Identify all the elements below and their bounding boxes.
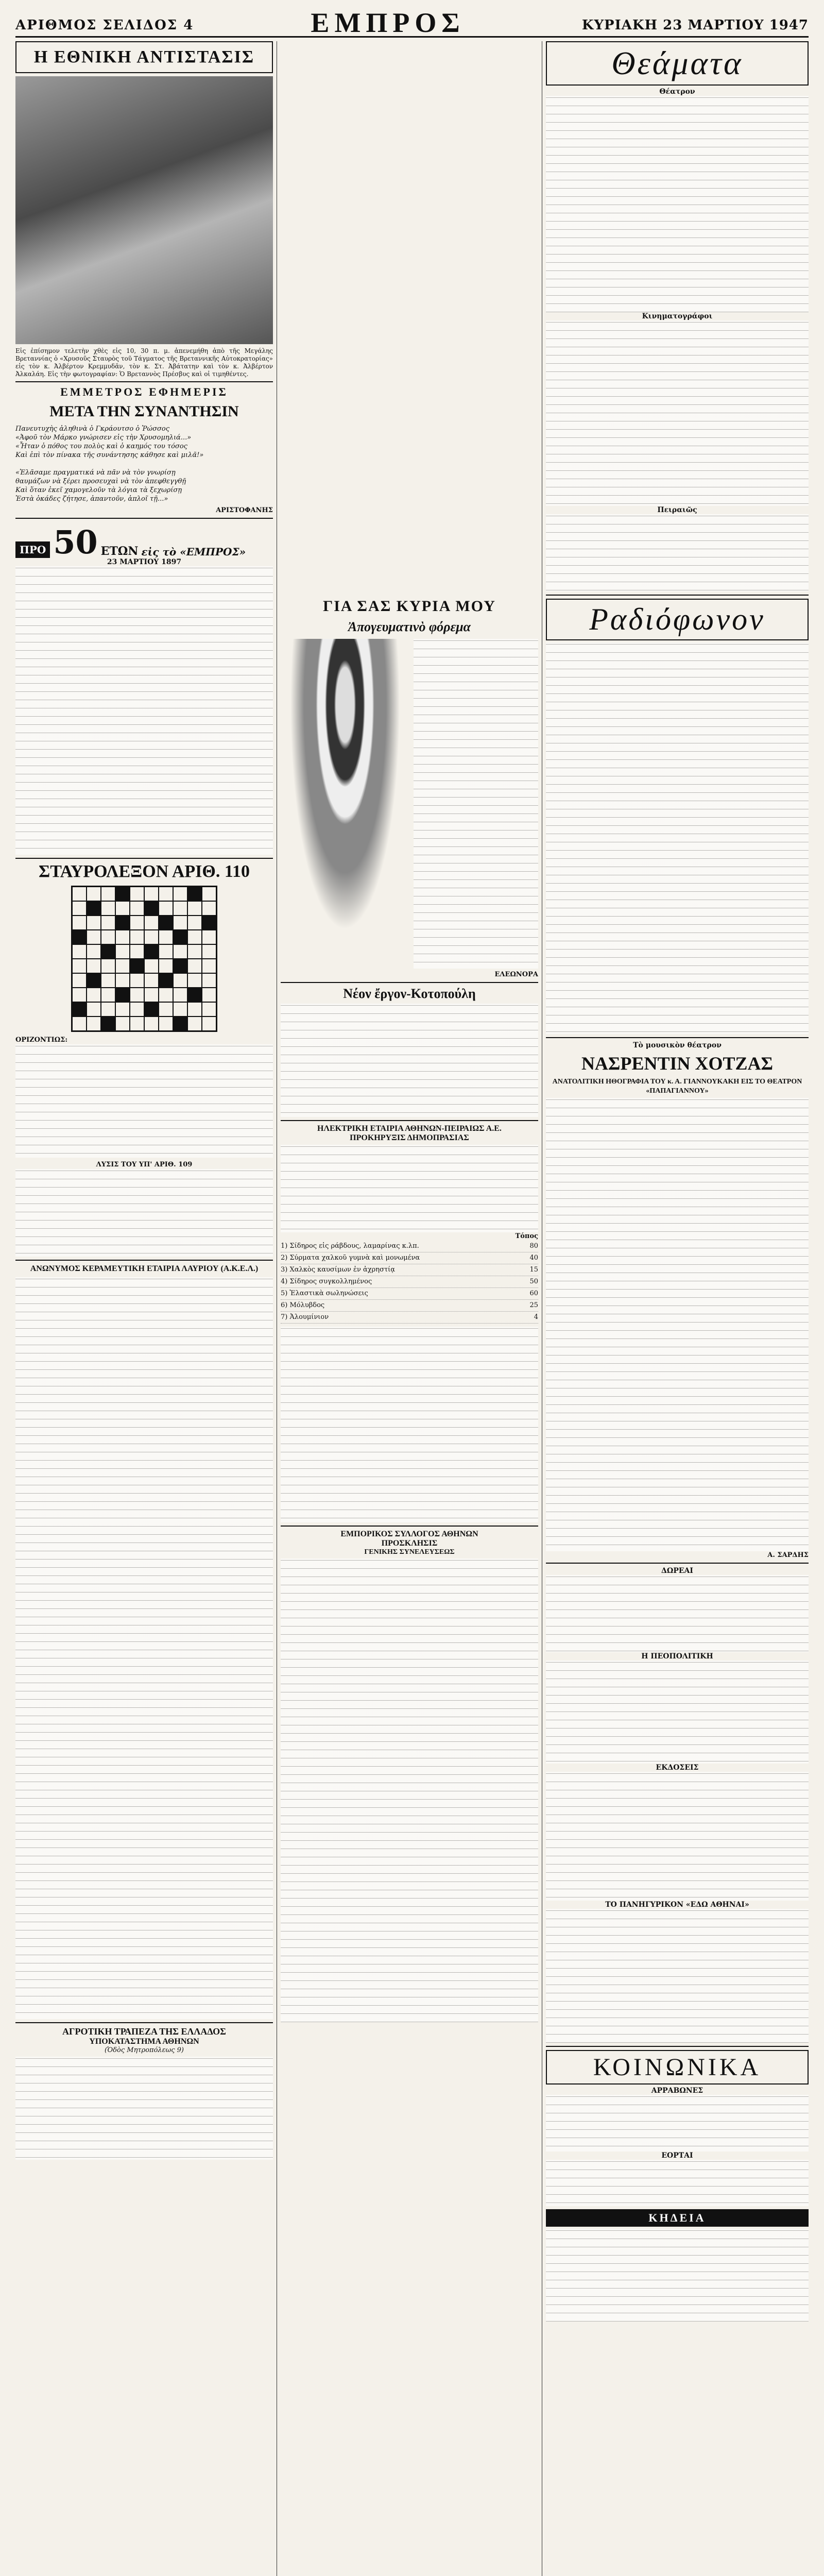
- theatres-title: Θεάματα: [611, 45, 743, 81]
- crossword-across-title: ΟΡΙΖΟΝΤΙΩΣ:: [15, 1036, 68, 1044]
- fifty-years-header: [15, 522, 273, 561]
- list-item: 1) Σίδηρος εἰς ράβδους, λαμαρίνας κ.λπ. 80: [281, 1241, 538, 1252]
- kotopouli-title: Νέον ἔργον-Κοτοπούλη: [343, 986, 476, 1001]
- headline-resistance: Η ΕΘΝΙΚΗ ΑΝΤΙΣΤΑΣΙΣ: [33, 47, 255, 66]
- review-signature: Α. ΣΑΡΔΗΣ: [767, 1551, 809, 1559]
- newspaper-title: ΕΜΠΡΟΣ: [311, 7, 465, 38]
- radio-title: Ραδιόφωνον: [589, 602, 765, 636]
- agrotiki-branch: ΥΠΟΚΑΤΑΣΤΗΜΑ ΑΘΗΝΩΝ: [89, 2037, 199, 2046]
- radio-program-text: [546, 642, 809, 1034]
- cinemas-subheading: Κινηματογράφοι: [642, 312, 713, 320]
- nasreddin-subtitle: ΑΝΑΤΟΛΙΤΙΚΗ ΗΘΟΓΡΑΦΙΑ ΤΟΥ κ. Α. ΓΙΑΝΝΟΥΚΑΚΗ ΕΙΣ ΤΟ ΘΕΑΤΡΟΝ «ΠΑΠΑΓΙΑΝΝΟΥ»: [552, 1078, 802, 1095]
- dress-illustration: [281, 639, 409, 969]
- musical-theatre-subheading: Τὸ μουσικὸν θέατρον: [633, 1041, 722, 1049]
- crossword-title: ΣΤΑΥΡΟΛΕΞΟΝ ΑΡΙΘ. 110: [39, 862, 250, 881]
- auction-items-list: [281, 1241, 538, 1324]
- womens-column-title: ΓΙΑ ΣΑΣ ΚΥΡΙΑ ΜΟΥ: [323, 598, 496, 615]
- crossword-solution: [15, 1169, 273, 1257]
- column-left: [15, 41, 273, 2160]
- poem-text: Πανευτυχὴς ἀληθινὰ ὁ Γκράουτσο ὁ Ῥώσσος «Ἀφοῦ τὸν Μάρκο γνώρισεν εἰς τὴν Χρυσομηλιά...» «Ἦταν ὁ πόθος του πολὺς καὶ ὁ καημός του τόσος Καὶ ἐπὶ τὸν πίνακα τῆς συνάντησης κάθησε καὶ μιλᾶ!» «Ἐλᾶσαμε πραγματικά νὰ πᾶν νὰ τὸν γνωρίσῃ θαυμάζων νὰ ξέρει προσευχαὶ νὰ τὸν ἀπεφθεγγθῇ Καὶ ὅταν ἐκεῖ χαμογελοῦν τὰ λόγια τὰ ξεχωρίσῃ Ἐστὰ ὁκάδες ζήτησε, ἀπαντοῦν, ἀπλοῖ τῇ...»: [15, 425, 204, 503]
- namedays-subheading: ΕΟΡΤΑΙ: [661, 2151, 693, 2160]
- pedagogic-text: [546, 1660, 809, 1764]
- piraeus-subheading: Πειραιῶς: [657, 506, 697, 514]
- donations-text: [546, 1575, 809, 1652]
- invitation-title: ΠΡΟΣΚΛΗΣΙΣ: [381, 1539, 438, 1548]
- section-title-verse: ΕΜΜΕΤΡΟΣ ΕΦΗΜΕΡΙΣ: [60, 385, 228, 398]
- list-item: 2) Σύρματα χαλκοῦ γυμνὰ καὶ μονωμένα 40: [281, 1252, 538, 1264]
- column-middle: [281, 41, 538, 2022]
- merchants-assoc-text: [281, 1558, 538, 2022]
- dress-article-text: [414, 639, 538, 969]
- nasreddin-review-text: [546, 1098, 809, 1551]
- fifty-years-text: [15, 566, 273, 855]
- power-company-title: ΗΛΕΚΤΡΙΚΗ ΕΤΑΙΡΙΑ ΑΘΗΝΩΝ-ΠΕΙΡΑΙΩΣ Α.Ε.: [317, 1124, 502, 1133]
- fifty-years-date: 23 ΜΑΡΤΙΟΥ 1897: [107, 558, 182, 566]
- dress-article-title: Ἀπογευματινὸ φόρεμα: [348, 619, 471, 634]
- auction-list-header: Τόπος: [515, 1232, 538, 1240]
- donations-subheading: ΔΩΡΕΑΙ: [661, 1567, 693, 1575]
- crossword-solution-title: ΛΥΣΙΣ ΤΟΥ ΥΠ' ΑΡΙΘ. 109: [96, 1161, 193, 1168]
- notice-ceramics-title: ΑΝΩΝΥΜΟΣ ΚΕΡΑΜΕΥΤΙΚΗ ΕΤΑΙΡΙΑ ΛΑΥΡΙΟΥ (Α.Κ.Ε.Λ.): [30, 1264, 259, 1273]
- theatre-subheading: Θέατρον: [659, 88, 695, 96]
- nasreddin-title: ΝΑΣΡΕΝΤΙΝ ΧΟΤΖΑΣ: [581, 1053, 774, 1074]
- notice-ceramics-text: [15, 1277, 273, 2019]
- engagements-subheading: ΑΡΡΑΒΩΝΕΣ: [651, 2087, 703, 2095]
- header-pro: ΠΡΟ: [15, 541, 50, 558]
- auction-intro-text: [281, 1145, 538, 1232]
- issue-date: ΚΥΡΙΑΚΗ 23 ΜΑΡΤΙΟΥ 1947: [581, 18, 809, 33]
- piraeus-listings: [546, 514, 809, 591]
- merchants-assoc-title: ΕΜΠΟΡΙΚΟΣ ΣΥΛΛΟΓΟΣ ΑΘΗΝΩΝ: [340, 1530, 478, 1538]
- page-number: ΑΡΙΘΜΟΣ ΣΕΛΙΔΟΣ 4: [15, 18, 194, 33]
- auction-notice-title: ΠΡΟΚΗΡΥΞΙΣ ΔΗΜΟΠΡΑΣΙΑΣ: [350, 1133, 469, 1142]
- agrotiki-address: (Ὁδὸς Μητροπόλεως 9): [104, 2046, 184, 2054]
- masthead: [15, 7, 809, 38]
- crossword-clues: [15, 1044, 273, 1158]
- list-item: 7) Ἀλουμίνιον 4: [281, 1312, 538, 1324]
- kotopouli-text: [281, 1004, 538, 1117]
- celebration-text: [546, 1909, 809, 2043]
- column-right: [546, 41, 809, 2321]
- list-item: 6) Μόλυβδος 25: [281, 1300, 538, 1312]
- social-title: ΚΟΙΝΩΝΙΚΑ: [593, 2054, 762, 2081]
- agrotiki-text: [15, 2057, 273, 2160]
- header-in-empros: εἰς τὸ «ΕΜΠΡΟΣ»: [141, 546, 246, 558]
- pedagogic-subheading: Η ΠΕΟΠΟΛΙΤΙΚΗ: [641, 1652, 713, 1660]
- theatre-listings: [546, 96, 809, 312]
- list-item: 3) Χαλκὸς καυσίμων ἐν ἀχρηστίᾳ 15: [281, 1264, 538, 1276]
- photo-ceremony: [15, 76, 273, 344]
- list-item: 5) Ἐλαστικὰ σωληνώσεις 60: [281, 1288, 538, 1300]
- list-item: 4) Σίδηρος συγκολλημένος 50: [281, 1276, 538, 1288]
- publications-subheading: ΕΚΔΟΣΕΙΣ: [656, 1764, 699, 1772]
- headline-after-meeting: ΜΕΤΑ ΤΗΝ ΣΥΝΑΝΤΗΣΙΝ: [49, 403, 239, 420]
- engagements-text: [546, 2095, 809, 2151]
- crossword-grid: [71, 886, 217, 1032]
- publications-text: [546, 1772, 809, 1901]
- namedays-text: [546, 2160, 809, 2206]
- header-fifty: 50: [53, 523, 98, 561]
- header-years: ΕΤΩΝ: [100, 545, 139, 558]
- cinema-listings: [546, 320, 809, 506]
- agrotiki-bank-title: ΑΓΡΟΤΙΚΗ ΤΡΑΠΕΖΑ ΤΗΣ ΕΛΛΑΔΟΣ: [62, 2026, 226, 2037]
- celebration-subheading: ΤΟ ΠΑΝΗΓΥΡΙΚΟΝ «ΕΔΩ ΑΘΗΝΑΙ»: [605, 1901, 749, 1909]
- general-assembly-title: ΓΕΝΙΚΗΣ ΣΥΝΕΛΕΥΣΕΩΣ: [364, 1548, 455, 1556]
- poet-signature: ΑΡΙΣΤΟΦΑΝΗΣ: [216, 506, 273, 514]
- funeral-text: [546, 2229, 809, 2321]
- funeral-subheading: ΚΗΔΕΙΑ: [648, 2211, 706, 2224]
- dress-byline: ΕΛΕΩΝΟΡΑ: [494, 971, 538, 978]
- photo-caption: Εἰς ἐπίσημον τελετὴν χθὲς εἰς 10, 30 π. μ. ἀπενεμήθη ἀπὸ τῆς Μεγάλης Βρεταννίας ὁ «Χρυσοῦς Σταυρὸς τοῦ Τάγματος τῆς Βρεταννικῆς Αὐτοκρατορίας» εἰς τὸν κ. Ἀλβέρτον Κρεμμυδᾶν, τὸν κ. Στ. Ἀβάτατην καὶ τὸν κ. Ἀλβέρτον Ἀλκαλάη. Εἰς τὴν φωτογραφίαν: Ὁ Βρεταννὸς Πρέσβυς καὶ οἱ τιμηθέντες.: [15, 347, 273, 378]
- auction-terms-text: [281, 1327, 538, 1522]
